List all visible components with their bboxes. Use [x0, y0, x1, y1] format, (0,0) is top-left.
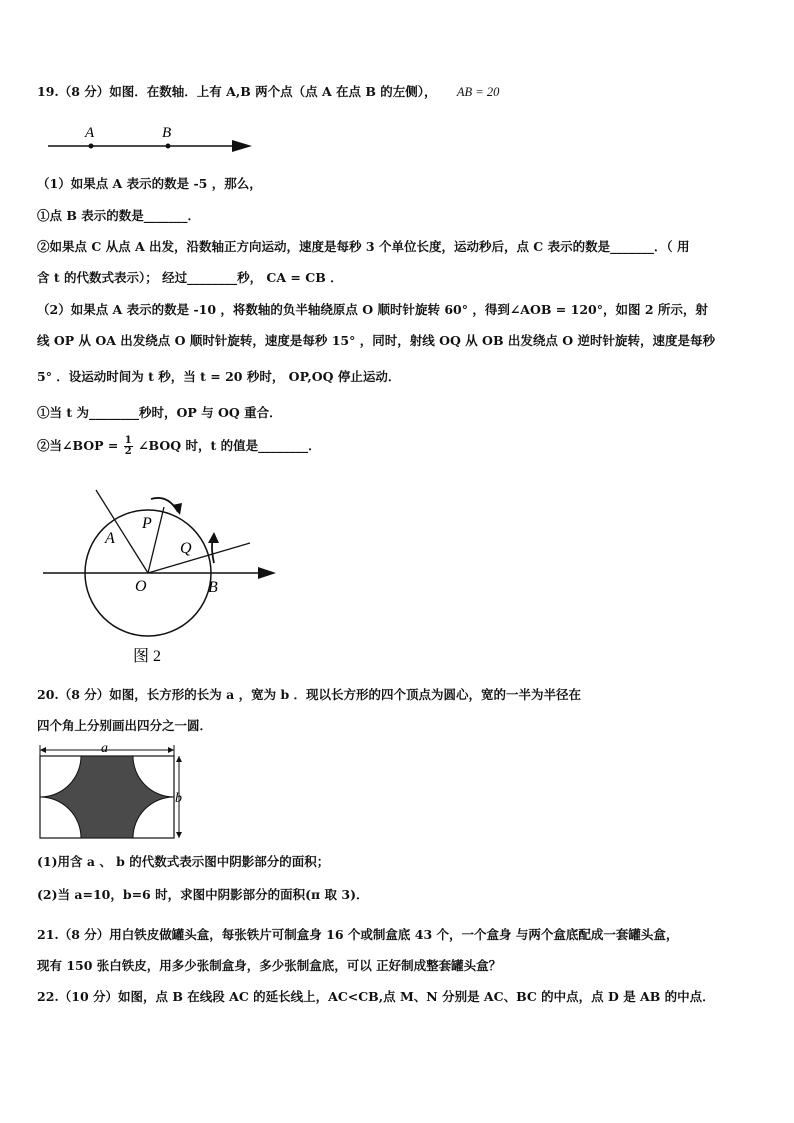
q19-part2-line2: 线 OP 从 OA 出发绕点 O 顺时针旋转，速度是每秒 15° ，同时，射线 OQ 从 OB 出发绕点 O 逆时针旋转，速度是每秒	[37, 333, 715, 348]
q19-item2-prefix: ②当∠BOP =	[37, 438, 119, 453]
q19-part2-line1: （2）如果点 A 表示的数是 -10 ，将数轴的负半轴绕原点 O 顺时针旋转 60° ，得到∠AOB = 120°，如图 2 所示，射	[37, 302, 708, 317]
q19-item2-suffix: ∠BOQ 时，t 的值是________．	[138, 438, 321, 453]
rotation-figure	[38, 485, 283, 670]
ray-oa	[96, 490, 148, 573]
q19-head-text: 19.（8 分）如图．在数轴．上有 A,B 两个点（点 A 在点 B 的左侧），	[37, 84, 437, 99]
q19-part1-item1: ①点 B 表示的数是_______．	[37, 208, 201, 223]
q19-part1-item2-line2: 含 t 的代数式表示）； 经过________秒， CA = CB ．	[37, 270, 343, 285]
dim-b-arrow-bottom	[176, 832, 182, 838]
axis-arrow	[258, 567, 276, 579]
q20-part2: (2)当 a=10，b=6 时，求图中阴影部分的面积(π 取 3)．	[37, 887, 369, 902]
fraction-numerator: 1	[124, 435, 132, 446]
fraction-denominator: 2	[124, 446, 132, 457]
q21-line1: 21.（8 分）用白铁皮做罐头盒，每张铁片可制盒身 16 个或制盒底 43 个，一个盒身 与两个盒底配成一套罐头盒，	[37, 927, 679, 942]
q20-line2: 四个角上分别画出四分之一圆．	[37, 718, 213, 733]
point-a-label: A	[85, 125, 95, 141]
point-b-label: B	[162, 125, 172, 141]
label-o: O	[135, 578, 147, 595]
q21-line2: 现有 150 张白铁皮，用多少张制盒身，多少张制盒底，可以 正好制成整套罐头盒？	[37, 958, 502, 973]
ray-oq	[148, 543, 250, 573]
q19-head	[37, 83, 499, 101]
dim-a-arrow-left	[40, 747, 46, 753]
label-q: Q	[180, 540, 192, 557]
fraction-one-half	[124, 436, 133, 457]
number-line-arrow	[232, 140, 252, 152]
shaded-region	[40, 756, 174, 838]
point-b-dot	[166, 144, 171, 149]
q19-ab-expr: AB = 20	[456, 85, 500, 99]
q19-part2-item1: ①当 t 为________秒时，OP 与 OQ 重合．	[37, 405, 282, 420]
label-p: P	[142, 515, 152, 532]
label-a: A	[105, 530, 115, 547]
q19-part1-intro: （1）如果点 A 表示的数是 -5 ，那么，	[37, 176, 262, 191]
dim-b-arrow-top	[176, 756, 182, 762]
arrow-head-p	[172, 503, 182, 515]
q20-line1: 20.（8 分）如图，长方形的长为 a ，宽为 b ．现以长方形的四个顶点为圆心，宽的一半为半径在	[37, 687, 582, 702]
arrow-head-q	[208, 532, 219, 543]
label-b-dimension: b	[175, 791, 182, 806]
q19-part1-item2-line1: ②如果点 C 从点 A 出发，沿数轴正方向运动，速度是每秒 3 个单位长度，运动秒后，点 C 表示的数是_______．（ 用	[37, 239, 690, 254]
figure-caption: 图 2	[133, 648, 162, 665]
q22-line1: 22.（10 分）如图，点 B 在线段 AC 的延长线上，AC<CB,点 M、N 分别是 AC、BC 的中点，点 D 是 AB 的中点．	[37, 989, 715, 1004]
point-a-dot	[89, 144, 94, 149]
q19-part2-item2	[37, 436, 321, 457]
label-b: B	[208, 579, 218, 596]
q20-part1: (1)用含 a 、 b 的代数式表示图中阴影部分的面积；	[37, 854, 330, 869]
rectangle-figure	[34, 742, 194, 842]
q19-part2-line3: 5° ．设运动时间为 t 秒，当 t = 20 秒时， OP,OQ 停止运动．	[37, 369, 401, 384]
label-a-dimension: a	[101, 742, 108, 756]
number-line-figure	[40, 120, 270, 160]
dim-a-arrow-right	[168, 747, 174, 753]
